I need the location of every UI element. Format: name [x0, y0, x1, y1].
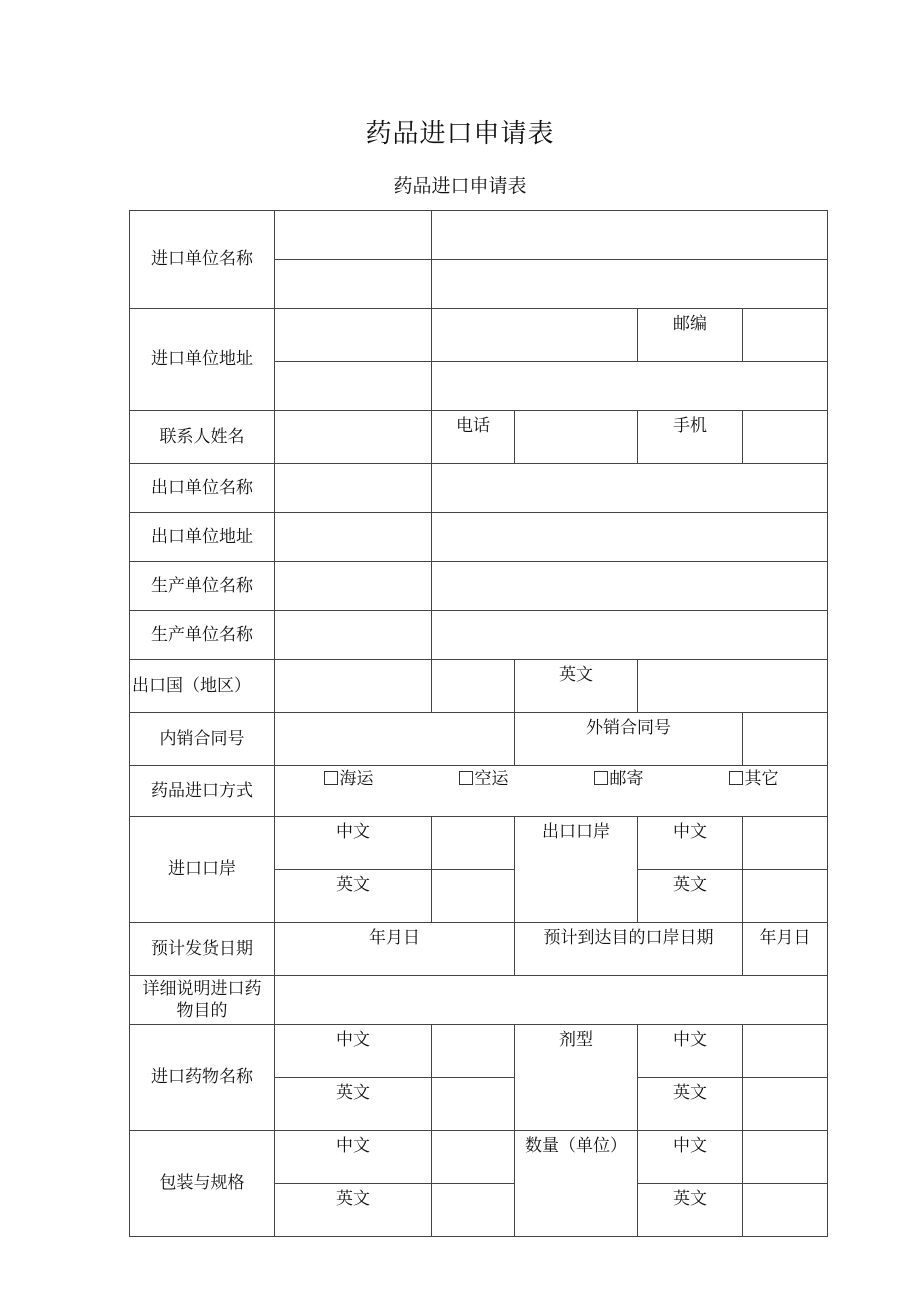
export-port-english-label: 英文 — [638, 870, 743, 923]
packaging-english-input[interactable] — [432, 1184, 515, 1237]
quantity-chinese-label: 中文 — [638, 1131, 743, 1184]
producer-name-1-cn-input[interactable] — [275, 562, 432, 611]
purpose-label: 详细说明进口药物目的 — [130, 976, 275, 1025]
drug-name-chinese-input[interactable] — [432, 1025, 515, 1078]
export-country-input-2[interactable] — [432, 660, 515, 713]
contact-name-label: 联系人姓名 — [130, 411, 275, 464]
export-country-english-input[interactable] — [638, 660, 828, 713]
quantity-label: 数量（单位） — [515, 1131, 638, 1237]
import-port-english-input[interactable] — [432, 870, 515, 923]
import-port-chinese-label: 中文 — [275, 817, 432, 870]
importer-name-label: 进口单位名称 — [130, 211, 275, 309]
mobile-input[interactable] — [743, 411, 828, 464]
method-air[interactable] — [459, 768, 509, 790]
dosage-form-english-input[interactable] — [743, 1078, 828, 1131]
dosage-form-english-label: 英文 — [638, 1078, 743, 1131]
importer-name-en-value[interactable] — [432, 260, 828, 309]
importer-address-label: 进口单位地址 — [130, 309, 275, 411]
producer-name-1-en-input[interactable] — [432, 562, 828, 611]
phone-label: 电话 — [432, 411, 515, 464]
quantity-english-input[interactable] — [743, 1184, 828, 1237]
export-country-english-label: 英文 — [515, 660, 638, 713]
export-country-label: 出口国（地区） — [130, 660, 275, 713]
method-air-label: 空运 — [474, 769, 509, 789]
export-port-chinese-input[interactable] — [743, 817, 828, 870]
drug-name-chinese-label: 中文 — [275, 1025, 432, 1078]
import-method-options — [275, 766, 828, 817]
arrival-date-label: 预计到达目的口岸日期 — [515, 923, 743, 976]
packaging-chinese-input[interactable] — [432, 1131, 515, 1184]
domestic-contract-input[interactable] — [275, 713, 515, 766]
import-method-label: 药品进口方式 — [130, 766, 275, 817]
checkbox-icon[interactable] — [324, 771, 338, 785]
importer-address-en-value[interactable] — [432, 362, 828, 411]
exporter-address-label: 出口单位地址 — [130, 513, 275, 562]
drug-name-english-input[interactable] — [432, 1078, 515, 1131]
quantity-chinese-input[interactable] — [743, 1131, 828, 1184]
importer-address-cn-value[interactable] — [432, 309, 638, 362]
method-sea-label: 海运 — [339, 769, 374, 789]
page-title: 药品进口申请表 — [365, 119, 555, 149]
checkbox-icon[interactable] — [594, 771, 608, 785]
export-port-label: 出口口岸 — [515, 817, 638, 923]
packaging-label: 包装与规格 — [130, 1131, 275, 1237]
method-post[interactable] — [594, 768, 644, 790]
producer-name-2-en-input[interactable] — [432, 611, 828, 660]
exporter-name-cn-input[interactable] — [275, 464, 432, 513]
importer-name-cn-value[interactable] — [432, 211, 828, 260]
domestic-contract-label: 内销合同号 — [130, 713, 275, 766]
method-post-label: 邮寄 — [609, 769, 644, 789]
dosage-form-label: 剂型 — [515, 1025, 638, 1131]
purpose-input[interactable] — [275, 976, 828, 1025]
postcode-label: 邮编 — [638, 309, 743, 362]
mobile-label: 手机 — [638, 411, 743, 464]
import-port-chinese-input[interactable] — [432, 817, 515, 870]
phone-input[interactable] — [515, 411, 638, 464]
exporter-name-en-input[interactable] — [432, 464, 828, 513]
arrival-date-input[interactable]: 年月日 — [743, 923, 828, 976]
producer-name-label-1: 生产单位名称 — [130, 562, 275, 611]
importer-address-en-input[interactable] — [275, 362, 432, 411]
postcode-input[interactable] — [743, 309, 828, 362]
packaging-chinese-label: 中文 — [275, 1131, 432, 1184]
checkbox-icon[interactable] — [459, 771, 473, 785]
form-subtitle: 药品进口申请表 — [393, 175, 527, 197]
export-country-input-1[interactable] — [275, 660, 432, 713]
exporter-name-label: 出口单位名称 — [130, 464, 275, 513]
exporter-address-en-input[interactable] — [432, 513, 828, 562]
dosage-form-chinese-input[interactable] — [743, 1025, 828, 1078]
drug-name-label: 进口药物名称 — [130, 1025, 275, 1131]
export-port-english-input[interactable] — [743, 870, 828, 923]
import-application-form — [129, 210, 828, 1237]
producer-name-2-cn-input[interactable] — [275, 611, 432, 660]
method-other[interactable] — [729, 768, 779, 790]
foreign-contract-input[interactable] — [743, 713, 828, 766]
importer-name-en-input[interactable] — [275, 260, 432, 309]
checkbox-icon[interactable] — [729, 771, 743, 785]
ship-date-label: 预计发货日期 — [130, 923, 275, 976]
import-port-english-label: 英文 — [275, 870, 432, 923]
drug-name-english-label: 英文 — [275, 1078, 432, 1131]
producer-name-label-2: 生产单位名称 — [130, 611, 275, 660]
ship-date-input[interactable]: 年月日 — [275, 923, 515, 976]
contact-name-input[interactable] — [275, 411, 432, 464]
method-sea[interactable] — [324, 768, 374, 790]
quantity-english-label: 英文 — [638, 1184, 743, 1237]
importer-address-cn-input[interactable] — [275, 309, 432, 362]
method-other-label: 其它 — [744, 769, 779, 789]
export-port-chinese-label: 中文 — [638, 817, 743, 870]
foreign-contract-label: 外销合同号 — [515, 713, 743, 766]
import-port-label: 进口口岸 — [130, 817, 275, 923]
dosage-form-chinese-label: 中文 — [638, 1025, 743, 1078]
importer-name-cn-input[interactable] — [275, 211, 432, 260]
exporter-address-cn-input[interactable] — [275, 513, 432, 562]
packaging-english-label: 英文 — [275, 1184, 432, 1237]
